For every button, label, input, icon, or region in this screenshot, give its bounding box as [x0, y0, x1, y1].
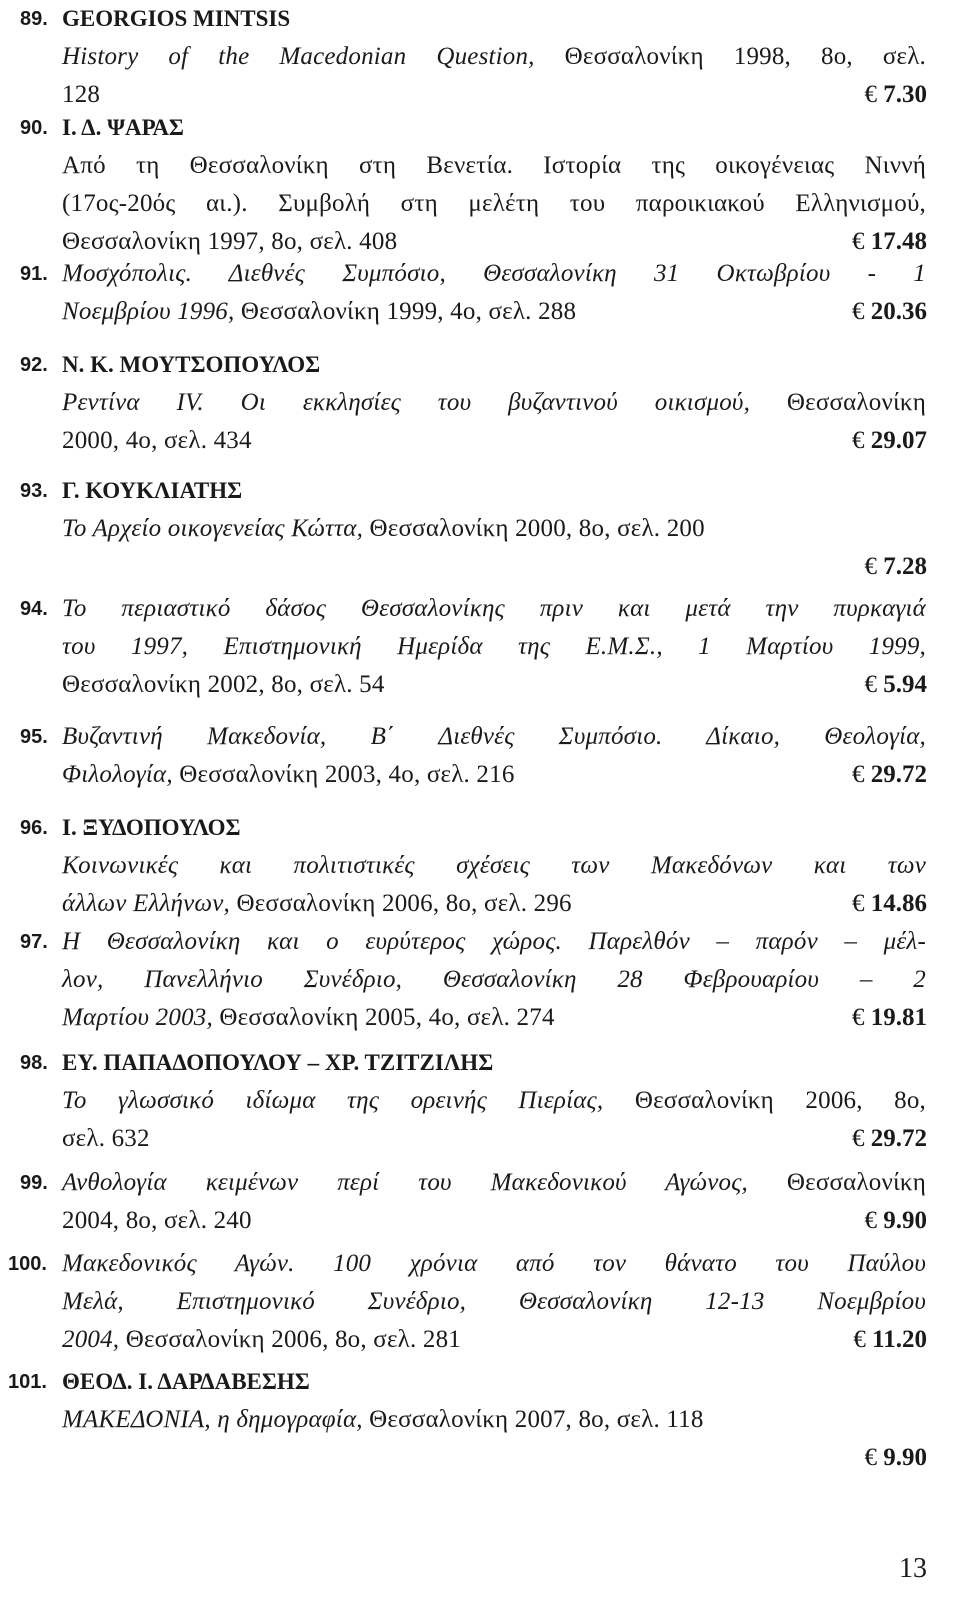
- entry-price: [852, 999, 927, 1037]
- entry-detail-segment: Θεσσαλονίκη 2005, 4ο, σελ. 274: [212, 1004, 555, 1031]
- entry-text-line: [62, 147, 926, 185]
- entry-title-segment: Το γλωσσικό ιδίωμα της ορεινής Πιερίας,: [62, 1087, 604, 1114]
- entry-price: [852, 1120, 927, 1158]
- price-amount: 7.28: [883, 553, 927, 580]
- euro-sign: €: [864, 1207, 877, 1234]
- entry-detail-segment: Θεσσαλονίκη 2003, 4ο, σελ. 216: [172, 761, 515, 788]
- entry-text-line: [62, 185, 926, 223]
- entry-title-segment: Κοινωνικές και πολιτιστικές σχέσεις των Μακεδόνων και των: [62, 852, 926, 879]
- entry-price: [852, 422, 927, 460]
- entry-number: 100.: [8, 1253, 47, 1275]
- entry-title-segment: Μοσχόπολις. Διεθνές Συμπόσιο, Θεσσαλονίκη 31 Οκτωβρίου - 1: [62, 260, 926, 287]
- entry-text-line: [62, 422, 926, 460]
- entry-number: 95.: [20, 726, 48, 748]
- entry-detail-segment: Θεσσαλονίκη 2006, 8ο,: [603, 1087, 927, 1114]
- price-amount: 9.90: [883, 1444, 927, 1471]
- entry-detail-segment: Θεσσαλονίκη 1999, 4ο, σελ. 288: [234, 298, 577, 325]
- euro-sign: €: [853, 1326, 866, 1353]
- entry-detail-segment: Θεσσαλονίκη: [750, 389, 926, 416]
- entry-author: Γ. ΚΟΥΚΛΙΑΤΗΣ: [62, 478, 243, 503]
- euro-sign: €: [864, 1444, 877, 1471]
- entry-text-line: [62, 756, 926, 794]
- entry-price: [865, 76, 928, 114]
- entry-price: [865, 1202, 928, 1240]
- entry-detail-segment: 2000, 4ο, σελ. 434: [62, 427, 252, 454]
- price-amount: 29.07: [870, 427, 927, 454]
- entry-number: 94.: [20, 598, 48, 620]
- entry-detail-segment: Θεσσαλονίκη 2006, 8ο, σελ. 281: [119, 1326, 461, 1353]
- price-amount: 19.81: [870, 1004, 927, 1031]
- euro-sign: €: [852, 228, 865, 255]
- entry-price: [852, 885, 927, 923]
- entry-text-line: [62, 628, 926, 666]
- entry-author: Ι. ΞΥΔΟΠΟΥΛΟΣ: [62, 815, 241, 840]
- entry-text-line: [62, 384, 926, 422]
- euro-sign: €: [852, 427, 865, 454]
- entry-text-line: [62, 1283, 926, 1321]
- entry-detail-segment: Θεσσαλονίκη 2006, 8ο, σελ. 296: [230, 890, 572, 917]
- entry-title-segment: λον, Πανελλήνιο Συνέδριο, Θεσσαλονίκη 28 Φεβρουαρίου – 2: [62, 966, 926, 993]
- euro-sign: €: [852, 1004, 865, 1031]
- entry-detail-segment: Θεσσαλονίκη 1997, 8ο, σελ. 408: [62, 228, 398, 255]
- entry-author: Ι. Δ. ΨΑΡΑΣ: [62, 115, 184, 140]
- entry-price: [865, 666, 928, 704]
- price-amount: 11.20: [872, 1326, 927, 1353]
- entry-text-line: [62, 1164, 926, 1202]
- entry-text-line: [62, 961, 926, 999]
- entry-title-segment: Μακεδονικός Αγών. 100 χρόνια από τον θάνατο του Παύλου: [62, 1250, 926, 1277]
- entry-number: 93.: [20, 480, 48, 502]
- entry-number: 101.: [8, 1371, 47, 1393]
- entry-title-segment: ΜΑΚΕΔΟΝΙΑ, η δημογραφία,: [62, 1406, 363, 1433]
- entry-text-line: [62, 1401, 926, 1439]
- entry-title-segment: Βυζαντινή Μακεδονία, Β΄ Διεθνές Συμπόσιο. Δίκαιο, Θεολογία,: [62, 723, 926, 750]
- euro-sign: €: [864, 671, 877, 698]
- entry-detail-segment: Θεσσαλονίκη 2000, 8ο, σελ. 200: [363, 515, 705, 542]
- entry-title-segment: Φιλολογία,: [62, 761, 173, 788]
- entry-number: 96.: [20, 817, 48, 839]
- entry-text-line: [62, 293, 926, 331]
- price-amount: 7.30: [883, 81, 927, 108]
- entry-detail-segment: Θεσσαλονίκη 1998, 8ο, σελ.: [534, 43, 926, 70]
- price-amount: 29.72: [870, 761, 927, 788]
- entry-text-line: [62, 847, 926, 885]
- entry-title-segment: Το περιαστικό δάσος Θεσσαλονίκης πριν και μετά την πυρκαγιά: [62, 595, 926, 622]
- entry-text-line: [62, 590, 926, 628]
- entry-title-segment: άλλων Ελλήνων,: [62, 890, 230, 917]
- entry-number: 98.: [20, 1052, 48, 1074]
- entry-price: [852, 293, 927, 331]
- entry-title-segment: Μελά, Επιστημονικό Συνέδριο, Θεσσαλονίκη 12-13 Νοεμβρίου: [62, 1288, 926, 1315]
- entry-title-segment: Το Αρχείο οικογενείας Κώττα,: [62, 515, 364, 542]
- entry-detail-segment: Από τη Θεσσαλονίκη στη Βενετία. Ιστορία της οικογένειας Νιννή: [62, 152, 926, 179]
- entry-detail-segment: Θεσσαλονίκη: [748, 1169, 927, 1196]
- entry-detail-segment: (17ος-20ός αι.). Συμβολή στη μελέτη του παροικιακού Ελληνισμού,: [62, 190, 926, 217]
- entry-text-line: [62, 1245, 926, 1283]
- entry-title-segment: Μαρτίου 2003,: [62, 1004, 213, 1031]
- entry-title-segment: του 1997, Επιστημονική Ημερίδα της Ε.Μ.Σ., 1 Μαρτίου 1999,: [62, 633, 926, 660]
- entry-text-line: [62, 999, 926, 1037]
- price-amount: 14.86: [870, 890, 927, 917]
- entry-price: [865, 548, 928, 586]
- entry-text-line: [62, 1120, 926, 1158]
- entry-number: 92.: [20, 354, 48, 376]
- entry-text-line: [62, 666, 926, 704]
- entry-number: 91.: [20, 263, 48, 285]
- entry-author: Ν. Κ. ΜΟΥΤΣΟΠΟΥΛΟΣ: [62, 352, 321, 377]
- entry-number: 90.: [20, 117, 48, 139]
- entry-title-segment: History of the Macedonian Question,: [62, 43, 535, 70]
- entry-author: GEORGIOS MINTSIS: [62, 6, 291, 31]
- entry-text-line: [62, 76, 926, 114]
- entry-price: [853, 1321, 927, 1359]
- entry-text-line: [62, 38, 926, 76]
- euro-sign: €: [852, 761, 865, 788]
- euro-sign: €: [852, 298, 865, 325]
- page-number: 13: [899, 1553, 927, 1584]
- entry-text-line: [62, 1321, 926, 1359]
- entry-detail-segment: 2004, 8ο, σελ. 240: [62, 1207, 252, 1234]
- entry-detail-segment: Θεσσαλονίκη 2002, 8ο, σελ. 54: [62, 671, 385, 698]
- entry-price: [865, 1439, 928, 1477]
- entry-text-line: [62, 510, 926, 548]
- entry-detail-segment: 128: [62, 81, 101, 108]
- entry-number: 97.: [20, 931, 48, 953]
- entry-number: 99.: [20, 1172, 48, 1194]
- euro-sign: €: [852, 1125, 865, 1152]
- euro-sign: €: [852, 890, 865, 917]
- entry-title-segment: Ρεντίνα IV. Οι εκκλησίες του βυζαντινού οικισμού,: [62, 389, 751, 416]
- price-amount: 9.90: [883, 1207, 927, 1234]
- entry-author: ΕΥ. ΠΑΠΑΔΟΠΟΥΛΟΥ – ΧΡ. ΤΖΙΤΖΙΛΗΣ: [62, 1050, 494, 1075]
- entry-number: 89.: [20, 8, 48, 30]
- entry-price: [852, 756, 927, 794]
- entry-author: ΘΕΟΔ. Ι. ΔΑΡΔΑΒΕΣΗΣ: [62, 1369, 310, 1394]
- entry-text-line: [62, 923, 926, 961]
- price-amount: 20.36: [870, 298, 927, 325]
- entry-text-line: [62, 1202, 926, 1240]
- euro-sign: €: [864, 553, 877, 580]
- entry-text-line: [62, 1082, 926, 1120]
- entry-title-segment: Ανθολογία κειμένων περί του Μακεδονικού Αγώνος,: [62, 1169, 748, 1196]
- entry-title-segment: 2004,: [62, 1326, 120, 1353]
- price-amount: 17.48: [870, 228, 927, 255]
- entry-text-line: [62, 885, 926, 923]
- entry-title-segment: Νοεμβρίου 1996,: [62, 298, 235, 325]
- entry-detail-segment: Θεσσαλονίκη 2007, 8ο, σελ. 118: [362, 1406, 704, 1433]
- price-amount: 5.94: [883, 671, 927, 698]
- entry-detail-segment: σελ. 632: [62, 1125, 150, 1152]
- entry-title-segment: Η Θεσσαλονίκη και ο ευρύτερος χώρος. Παρελθόν – παρόν – μέλ-: [62, 928, 926, 955]
- entry-text-line: [62, 255, 926, 293]
- euro-sign: €: [864, 81, 877, 108]
- entry-text-line: [62, 718, 926, 756]
- price-amount: 29.72: [870, 1125, 927, 1152]
